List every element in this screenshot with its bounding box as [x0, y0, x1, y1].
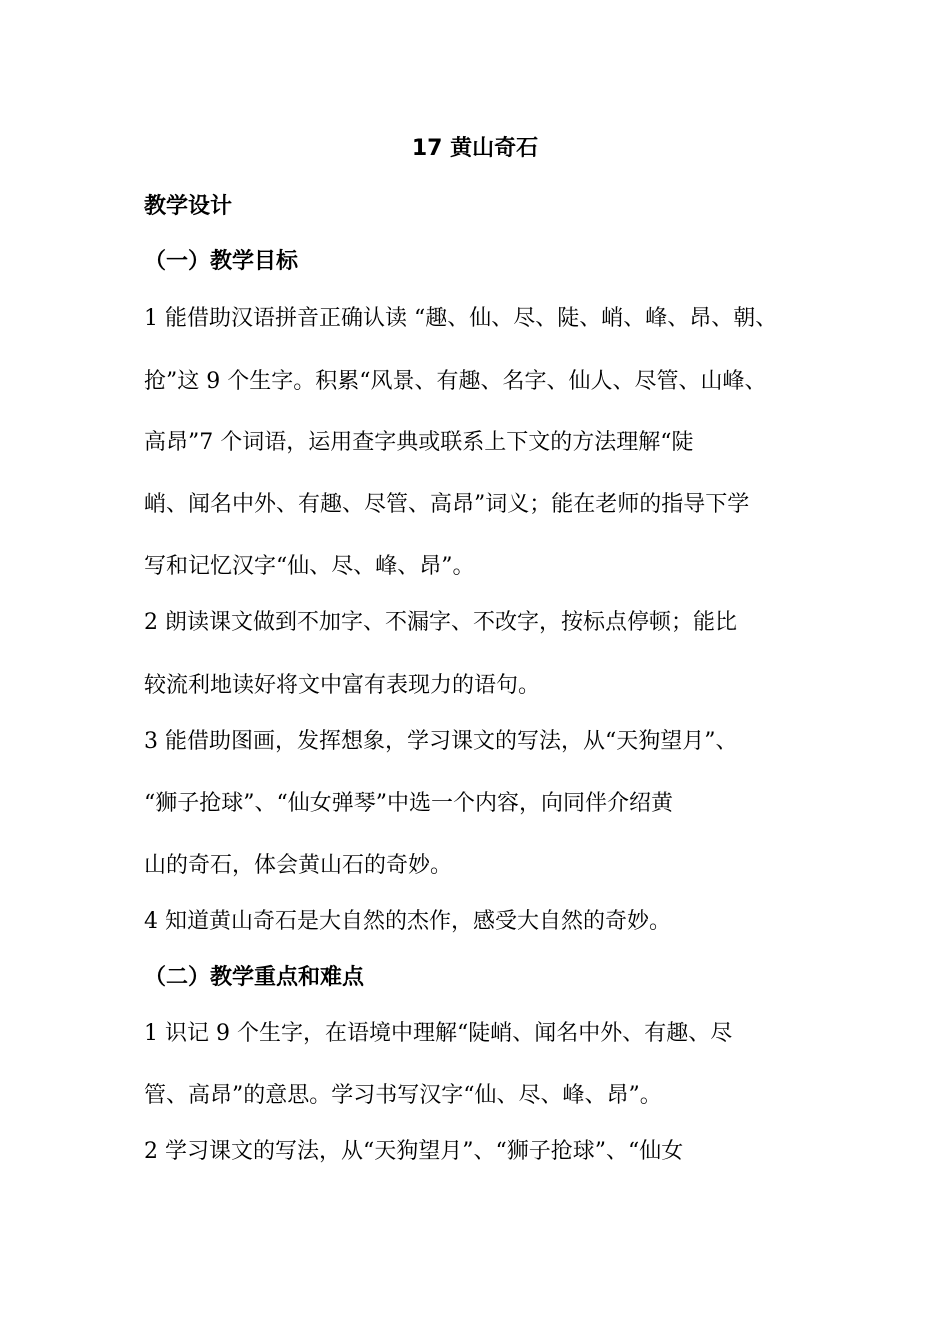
paragraph-line: 3 能借助图画，发挥想象，学习课文的写法，从“天狗望月”、 — [144, 729, 738, 754]
part2-heading-key-points: （二）教学重点和难点 — [144, 965, 365, 990]
paragraph-line: 高昂”7 个词语，运用查字典或联系上下文的方法理解“陡 — [144, 430, 694, 455]
section-heading-teaching-design: 教学设计 — [144, 194, 233, 219]
paragraph-line: 写和记忆汉字“仙、尽、峰、昂”。 — [144, 554, 475, 579]
paragraph-line: 管、高昂”的意思。学习书写汉字“仙、尽、峰、昂”。 — [144, 1083, 662, 1108]
paragraph-line: 山的奇石，体会黄山石的奇妙。 — [144, 853, 453, 878]
paragraph-line: 2 朗读课文做到不加字、不漏字、不改字，按标点停顿；能比 — [144, 610, 737, 635]
paragraph-line: 1 识记 9 个生字，在语境中理解“陡峭、闻名中外、有趣、尽 — [144, 1021, 733, 1046]
paragraph-line: “狮子抢球”、“仙女弹琴”中选一个内容，向同伴介绍黄 — [144, 791, 673, 816]
paragraph-line: 较流利地读好将文中富有表现力的语句。 — [144, 673, 541, 698]
paragraph-line: 峭、闻名中外、有趣、尽管、高昂”词义；能在老师的指导下学 — [144, 492, 750, 517]
paragraph-line: 4 知道黄山奇石是大自然的杰作，感受大自然的奇妙。 — [144, 909, 671, 934]
paragraph-line: 2 学习课文的写法，从“天狗望月”、“狮子抢球”、“仙女 — [144, 1139, 684, 1164]
document-title: 17 黄山奇石 — [411, 136, 539, 161]
paragraph-line: 抢”这 9 个生字。积累“风景、有趣、名字、仙人、尽管、山峰、 — [144, 369, 767, 394]
part1-heading-teaching-goals: （一）教学目标 — [144, 249, 299, 274]
paragraph-line: 1 能借助汉语拼音正确认读 “趣、仙、尽、陡、峭、峰、昂、朝、 — [144, 306, 778, 331]
